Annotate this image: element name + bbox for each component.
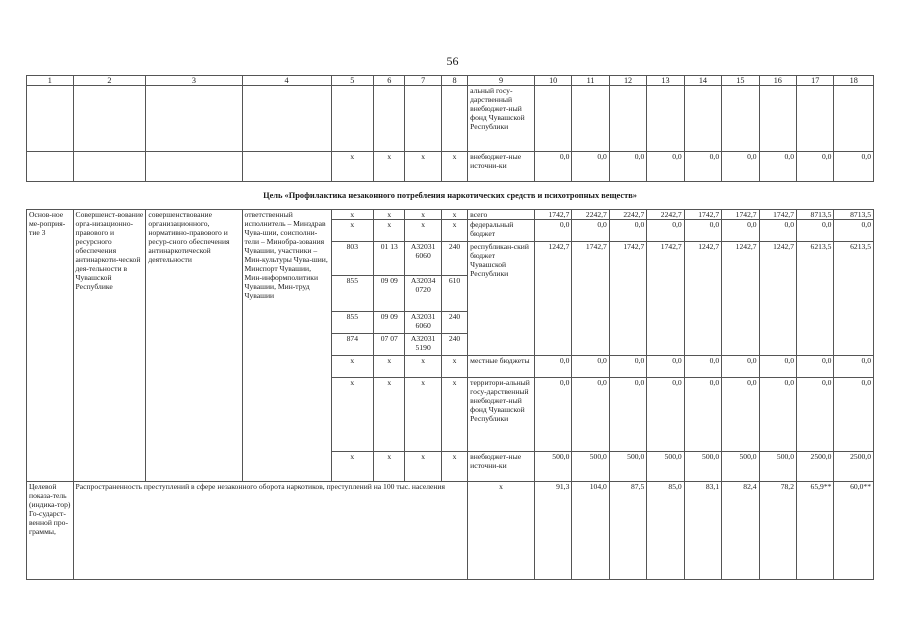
value-cell: 2500,0 xyxy=(834,452,874,482)
code-cell: 09 09 xyxy=(374,312,405,334)
value-cell: 0,0 xyxy=(834,378,874,452)
value-cell: 6213,5 xyxy=(834,242,874,356)
empty-cell xyxy=(797,86,834,152)
value-cell: 0,0 xyxy=(722,356,759,378)
value-cell: 91,3 xyxy=(534,482,571,580)
table-row xyxy=(27,152,874,182)
table-row xyxy=(27,210,874,220)
value-cell: 2500,0 xyxy=(797,452,834,482)
value-cell: 8713,5 xyxy=(797,210,834,220)
value-cell: 0,0 xyxy=(647,152,684,182)
header-row xyxy=(27,76,874,86)
code-cell: х xyxy=(405,210,441,220)
empty-cell xyxy=(146,152,242,182)
code-cell: 240 xyxy=(441,312,467,334)
x-cell: х xyxy=(405,152,441,182)
value-cell: 1742,7 xyxy=(684,210,721,220)
header-cell: 8 xyxy=(441,76,467,86)
indicator-label: Целевой показа-тель (индика-тор) Го-сударст-венной про-граммы, xyxy=(27,482,74,580)
code-cell: х xyxy=(374,210,405,220)
x-cell: х xyxy=(374,152,405,182)
value-cell: 1242,7 xyxy=(684,242,721,356)
source-cell: территори-альный госу-дарственный внебюджет-ный фонд Чувашской Республики xyxy=(468,378,535,452)
header-cell: 10 xyxy=(534,76,571,86)
value-cell: 0,0 xyxy=(609,220,646,242)
code-cell: х xyxy=(331,378,374,452)
empty-cell xyxy=(331,86,374,152)
header-cell: 17 xyxy=(797,76,834,86)
code-cell: 240 xyxy=(441,242,467,276)
value-cell: 2242,7 xyxy=(572,210,609,220)
table-row xyxy=(27,86,874,152)
value-cell: 0,0 xyxy=(684,220,721,242)
header-cell: 13 xyxy=(647,76,684,86)
header-cell: 11 xyxy=(572,76,609,86)
source-cell: альный госу-дарственный внебюджет-ный фонд Чувашской Республики xyxy=(468,86,535,152)
event-name: Совершенст-вование орга-низационно-правового и ресурсного обеспечения антинаркоти-ческой дея-тельности в Чувашской Республике xyxy=(73,210,146,482)
x-cell: х xyxy=(468,482,535,580)
header-cell: 15 xyxy=(722,76,759,86)
code-cell: х xyxy=(405,452,441,482)
value-cell: 500,0 xyxy=(572,452,609,482)
code-cell: 803 xyxy=(331,242,374,276)
event-label: Основ-ное ме-роприя-тие 3 xyxy=(27,210,74,482)
value-cell: 8713,5 xyxy=(834,210,874,220)
source-cell: внебюджет-ные источни-ки xyxy=(468,152,535,182)
empty-cell xyxy=(146,86,242,152)
value-cell: 0,0 xyxy=(647,356,684,378)
header-cell: 7 xyxy=(405,76,441,86)
code-cell: х xyxy=(441,378,467,452)
value-cell: 78,2 xyxy=(759,482,796,580)
code-cell: 874 xyxy=(331,334,374,356)
value-cell: 0,0 xyxy=(797,378,834,452)
budget-table xyxy=(26,75,874,580)
code-cell: 855 xyxy=(331,312,374,334)
value-cell: 87,5 xyxy=(609,482,646,580)
value-cell: 82,4 xyxy=(722,482,759,580)
header-cell: 1 xyxy=(27,76,74,86)
value-cell: 85,0 xyxy=(647,482,684,580)
value-cell: 0,0 xyxy=(647,220,684,242)
value-cell: 0,0 xyxy=(572,378,609,452)
code-cell: х xyxy=(374,378,405,452)
value-cell: 0,0 xyxy=(684,356,721,378)
empty-cell xyxy=(405,86,441,152)
value-cell: 0,0 xyxy=(534,378,571,452)
value-cell: 500,0 xyxy=(609,452,646,482)
code-cell: х xyxy=(331,452,374,482)
code-cell: х xyxy=(441,452,467,482)
empty-cell xyxy=(572,86,609,152)
value-cell: 0,0 xyxy=(572,152,609,182)
value-cell: 0,0 xyxy=(534,152,571,182)
value-cell: 0,0 xyxy=(759,378,796,452)
value-cell: 0,0 xyxy=(609,356,646,378)
empty-cell xyxy=(27,86,74,152)
empty-cell xyxy=(647,86,684,152)
value-cell: 0,0 xyxy=(534,220,571,242)
value-cell: 0,0 xyxy=(797,152,834,182)
source-cell: всего xyxy=(468,210,535,220)
value-cell: 83,1 xyxy=(684,482,721,580)
value-cell: 0,0 xyxy=(759,220,796,242)
value-cell: 1242,7 xyxy=(722,242,759,356)
value-cell: 1742,7 xyxy=(759,210,796,220)
value-cell: 0,0 xyxy=(572,356,609,378)
value-cell: 0,0 xyxy=(722,220,759,242)
empty-cell xyxy=(441,86,467,152)
code-cell: х xyxy=(441,220,467,242)
code-cell: х xyxy=(374,220,405,242)
value-cell: 1742,7 xyxy=(572,242,609,356)
empty-cell xyxy=(722,86,759,152)
header-cell: 12 xyxy=(609,76,646,86)
header-cell: 3 xyxy=(146,76,242,86)
code-cell: х xyxy=(405,356,441,378)
code-cell: х xyxy=(331,210,374,220)
header-cell: 4 xyxy=(242,76,331,86)
empty-cell xyxy=(759,86,796,152)
value-cell: 0,0 xyxy=(797,220,834,242)
value-cell: 0,0 xyxy=(759,356,796,378)
value-cell: 0,0 xyxy=(834,220,874,242)
empty-cell xyxy=(242,152,331,182)
value-cell: 500,0 xyxy=(684,452,721,482)
x-cell: х xyxy=(331,152,374,182)
code-cell: А32031 6060 xyxy=(405,312,441,334)
code-cell: 610 xyxy=(441,276,467,312)
event-executors: ответственный исполнитель – Минздрав Чува-шии, соисполни-тели – Минобра-зования Чувашии, участники – Мин-культуры Чува-шии, Минспорт Чувашии, Мин-информполитики Чувашии, Мин-труд Чувашии xyxy=(242,210,331,482)
empty-cell xyxy=(834,86,874,152)
value-cell: 1242,7 xyxy=(759,242,796,356)
code-cell: 09 09 xyxy=(374,276,405,312)
value-cell: 0,0 xyxy=(759,152,796,182)
empty-cell xyxy=(684,86,721,152)
value-cell: 2242,7 xyxy=(647,210,684,220)
value-cell: 0,0 xyxy=(572,220,609,242)
code-cell: 240 xyxy=(441,334,467,356)
value-cell: 0,0 xyxy=(534,356,571,378)
value-cell: 0,0 xyxy=(609,152,646,182)
header-cell: 9 xyxy=(468,76,535,86)
value-cell: 1742,7 xyxy=(534,210,571,220)
value-cell: 500,0 xyxy=(759,452,796,482)
value-cell: 0,0 xyxy=(684,152,721,182)
value-cell: 0,0 xyxy=(722,152,759,182)
value-cell: 0,0 xyxy=(797,356,834,378)
value-cell: 60,0** xyxy=(834,482,874,580)
empty-cell xyxy=(73,86,146,152)
code-cell: х xyxy=(331,220,374,242)
value-cell: 0,0 xyxy=(609,378,646,452)
code-cell: х xyxy=(405,220,441,242)
indicator-text: Распространенность преступлений в сфере незаконного оборота наркотиков, преступлений на 100 тыс. населения xyxy=(73,482,468,580)
source-cell: внебюджет-ные источни-ки xyxy=(468,452,535,482)
indicator-row xyxy=(27,482,874,580)
value-cell: 0,0 xyxy=(834,356,874,378)
value-cell: 0,0 xyxy=(647,378,684,452)
source-cell: федеральный бюджет xyxy=(468,220,535,242)
value-cell: 500,0 xyxy=(534,452,571,482)
code-cell: 07 07 xyxy=(374,334,405,356)
value-cell: 1742,7 xyxy=(609,242,646,356)
empty-cell xyxy=(242,86,331,152)
code-cell: х xyxy=(441,210,467,220)
empty-cell xyxy=(73,152,146,182)
code-cell: х xyxy=(374,452,405,482)
value-cell: 104,0 xyxy=(572,482,609,580)
code-cell: х xyxy=(405,378,441,452)
value-cell: 1242,7 xyxy=(534,242,571,356)
code-cell: 01 13 xyxy=(374,242,405,276)
source-cell: республикан-ский бюджет Чувашской Республики xyxy=(468,242,535,356)
value-cell: 0,0 xyxy=(722,378,759,452)
page-number: 56 xyxy=(446,54,459,68)
goal-row xyxy=(27,182,874,210)
value-cell: 1742,7 xyxy=(647,242,684,356)
code-cell: А32031 6060 xyxy=(405,242,441,276)
empty-cell xyxy=(609,86,646,152)
value-cell: 2242,7 xyxy=(609,210,646,220)
goal-title: Цель «Профилактика незаконного потребления наркотических средств и психотропных веществ» xyxy=(27,182,874,210)
value-cell: 500,0 xyxy=(722,452,759,482)
value-cell: 0,0 xyxy=(834,152,874,182)
empty-cell xyxy=(27,152,74,182)
x-cell: х xyxy=(441,152,467,182)
code-cell: х xyxy=(331,356,374,378)
header-cell: 2 xyxy=(73,76,146,86)
code-cell: х xyxy=(441,356,467,378)
code-cell: А32034 0720 xyxy=(405,276,441,312)
header-cell: 14 xyxy=(684,76,721,86)
value-cell: 65,9** xyxy=(797,482,834,580)
header-cell: 18 xyxy=(834,76,874,86)
value-cell: 0,0 xyxy=(684,378,721,452)
event-description: совершенствование организационного, нормативно-правового и ресур-сного обеспечения антинаркотической деятельности xyxy=(146,210,242,482)
table-body xyxy=(27,76,874,580)
value-cell: 6213,5 xyxy=(797,242,834,356)
value-cell: 1742,7 xyxy=(722,210,759,220)
header-cell: 16 xyxy=(759,76,796,86)
header-cell: 6 xyxy=(374,76,405,86)
code-cell: А32031 5190 xyxy=(405,334,441,356)
value-cell: 500,0 xyxy=(647,452,684,482)
empty-cell xyxy=(374,86,405,152)
empty-cell xyxy=(534,86,571,152)
header-cell: 5 xyxy=(331,76,374,86)
source-cell: местные бюджеты xyxy=(468,356,535,378)
code-cell: 855 xyxy=(331,276,374,312)
code-cell: х xyxy=(374,356,405,378)
